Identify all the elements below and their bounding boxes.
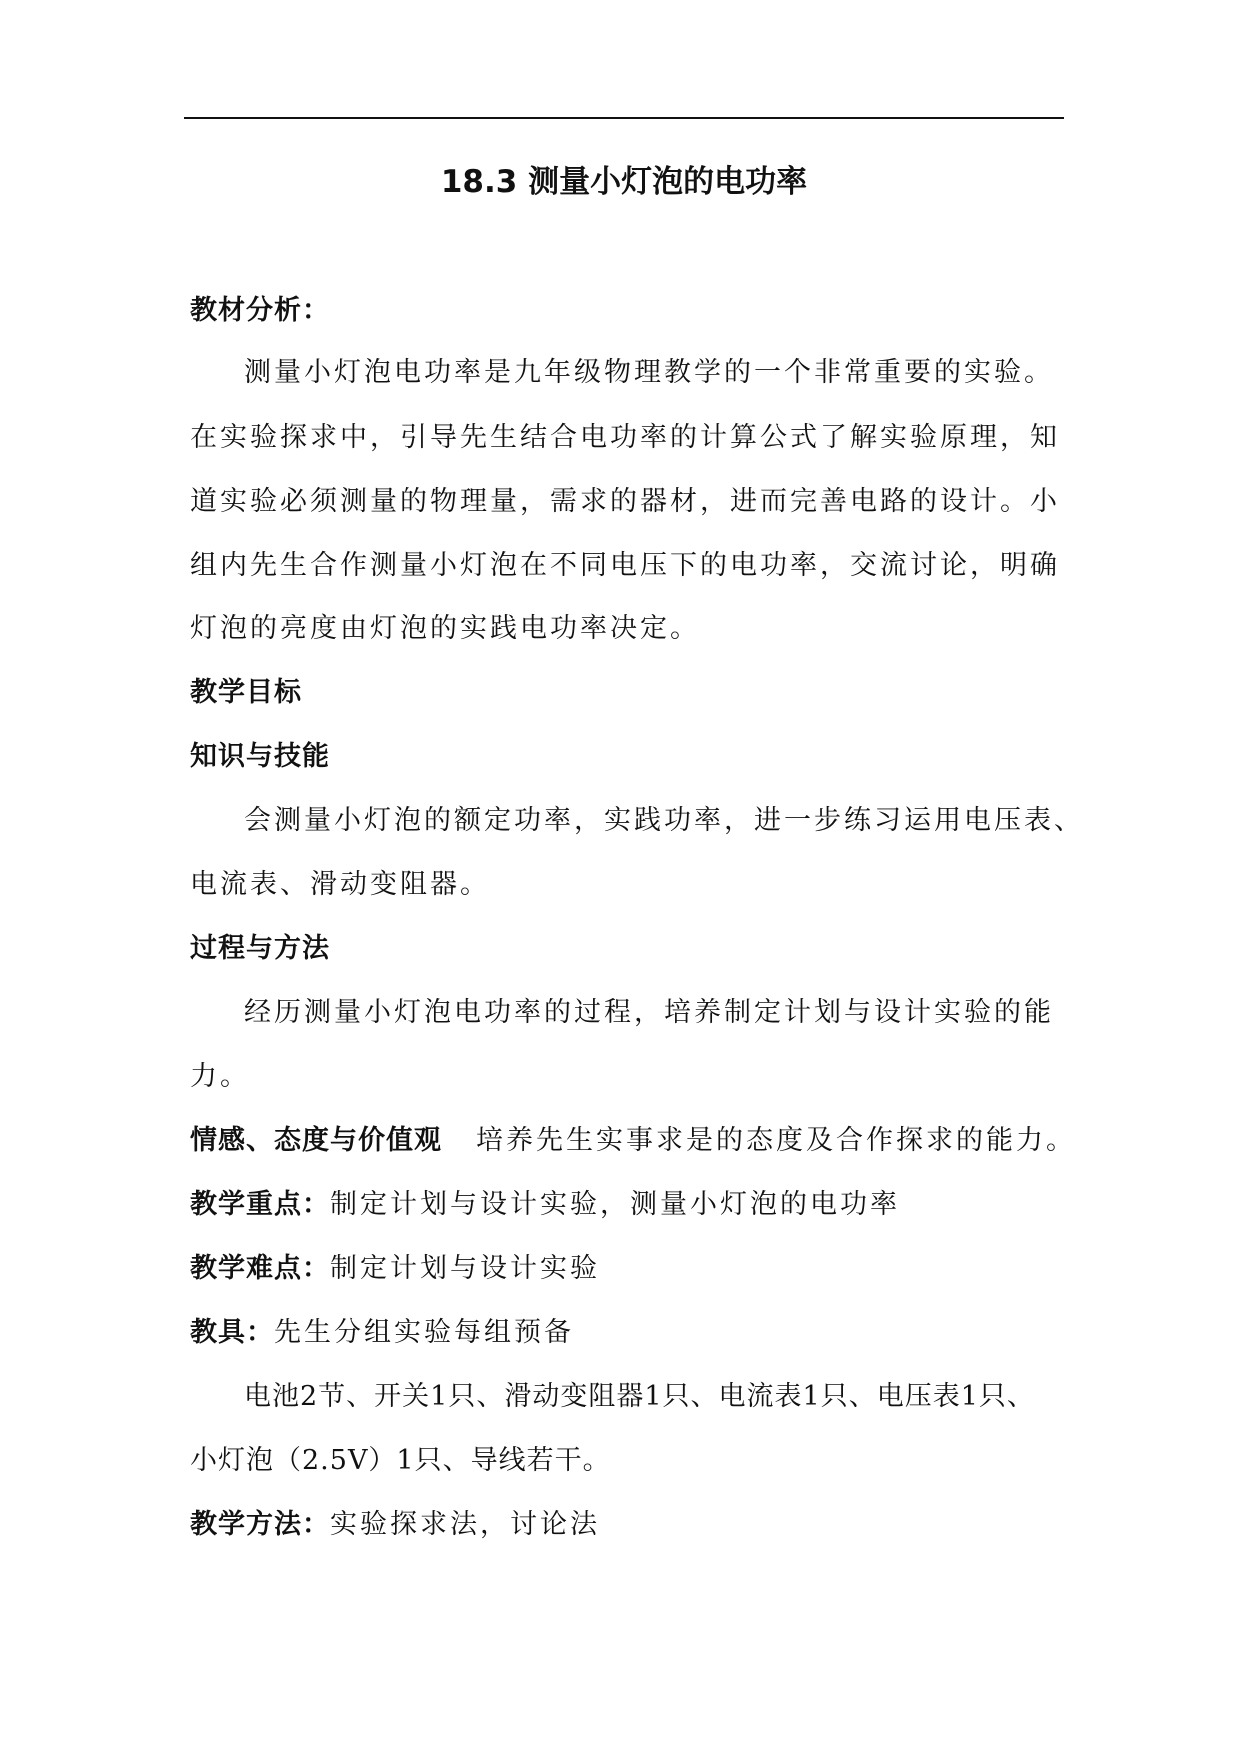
analysis-line-1: 测量小灯泡电功率是九年级物理教学的一个非常重要的实验。 <box>244 357 1054 388</box>
process-heading: 过程与方法 <box>190 933 330 964</box>
method-row <box>190 1505 600 1545</box>
key-text: 制定计划与设计实验，测量小灯泡的电功率 <box>330 1189 900 1220</box>
header-rule <box>184 117 1064 119</box>
tools-line-1: 电池2节、开关1只、滑动变阻器1只、电流表1只、电压表1只、 <box>244 1381 1035 1412</box>
tools-row <box>190 1313 574 1353</box>
key-heading: 教学重点： <box>190 1189 330 1220</box>
knowledge-line-1: 会测量小灯泡的额定功率，实践功率，进一步练习运用电压表、 <box>244 805 1084 836</box>
analysis-line-5: 灯泡的亮度由灯泡的实践电功率决定。 <box>190 613 700 644</box>
emotion-text: 培养先生实事求是的态度及合作探求的能力。 <box>476 1125 1076 1156</box>
tools-heading: 教具： <box>190 1317 274 1348</box>
analysis-line-4: 组内先生合作测量小灯泡在不同电压下的电功率，交流讨论，明确 <box>190 550 1060 581</box>
emotion-row <box>190 1121 1076 1161</box>
analysis-heading: 教材分析： <box>190 295 330 326</box>
method-text: 实验探求法，讨论法 <box>330 1509 600 1540</box>
knowledge-line-2: 电流表、滑动变阻器。 <box>190 869 490 900</box>
analysis-line-3: 道实验必须测量的物理量，需求的器材，进而完善电路的设计。小 <box>190 486 1060 517</box>
page-title: 18.3 测量小灯泡的电功率 <box>440 164 808 200</box>
key-row <box>190 1185 900 1225</box>
tools-text: 先生分组实验每组预备 <box>274 1317 574 1348</box>
method-heading: 教学方法： <box>190 1509 330 1540</box>
difficulty-row <box>190 1249 600 1289</box>
tools-line-2: 小灯泡（2.5V）1只、导线若干。 <box>190 1445 611 1476</box>
knowledge-heading: 知识与技能 <box>190 741 330 772</box>
difficulty-text: 制定计划与设计实验 <box>330 1253 600 1284</box>
process-line-2: 力。 <box>190 1061 250 1092</box>
process-line-1: 经历测量小灯泡电功率的过程，培养制定计划与设计实验的能 <box>244 997 1054 1028</box>
emotion-heading: 情感、态度与价值观 <box>190 1125 442 1156</box>
difficulty-heading: 教学难点： <box>190 1253 330 1284</box>
goals-heading: 教学目标 <box>190 677 302 708</box>
analysis-line-2: 在实验探求中，引导先生结合电功率的计算公式了解实验原理，知 <box>190 422 1060 453</box>
